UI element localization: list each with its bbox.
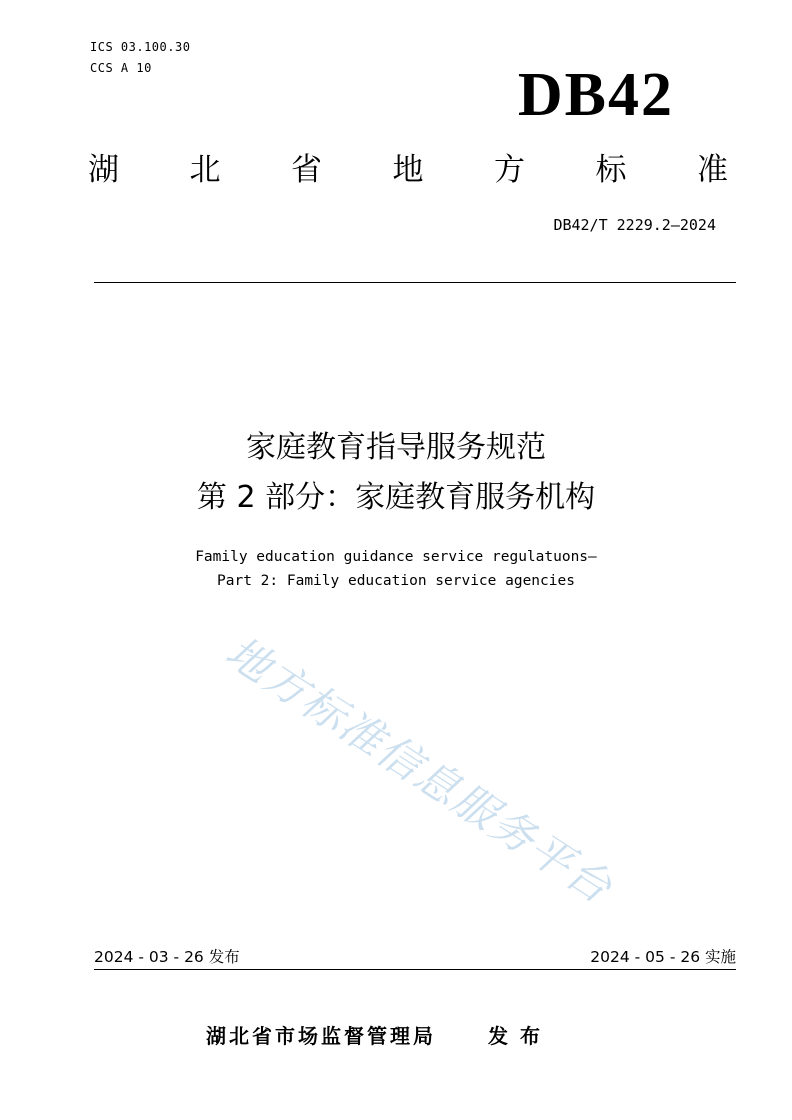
standard-number: DB42/T 2229.2—2024 bbox=[553, 216, 716, 234]
standard-type-char: 湖 bbox=[88, 152, 119, 188]
standard-type bbox=[88, 152, 728, 189]
standard-type-char: 标 bbox=[595, 152, 627, 188]
implementation-date: 2024 - 05 - 26 实施 bbox=[590, 948, 736, 966]
title-en-line2: Part 2: Family education service agencies bbox=[217, 573, 575, 589]
standard-type-char: 准 bbox=[697, 152, 728, 188]
title-cn-line1: 家庭教育指导服务规范 bbox=[246, 430, 546, 465]
title-cn-line2: 第 2 部分：家庭教育服务机构 bbox=[196, 480, 596, 515]
standard-type-char: 省 bbox=[291, 152, 322, 188]
standard-type-char: 北 bbox=[189, 152, 221, 188]
issuer-name: 湖北省市场监督管理局 bbox=[206, 1024, 436, 1048]
issue-date: 2024 - 03 - 26 发布 bbox=[94, 948, 240, 966]
bottom-divider bbox=[94, 969, 736, 970]
publish-label: 发布 bbox=[488, 1024, 552, 1048]
ccs-code: CCS A 10 bbox=[90, 61, 152, 75]
top-divider bbox=[94, 282, 736, 283]
issuer-block bbox=[206, 1020, 552, 1049]
standard-type-char: 方 bbox=[494, 152, 525, 188]
ics-code: ICS 03.100.30 bbox=[90, 40, 191, 54]
standard-type-char: 地 bbox=[392, 152, 424, 188]
watermark: 地方标准信息服务平台 bbox=[216, 627, 622, 915]
title-en-line1: Family education guidance service regulatuons— bbox=[195, 549, 597, 565]
db-code-logo: DB42 bbox=[517, 61, 674, 129]
